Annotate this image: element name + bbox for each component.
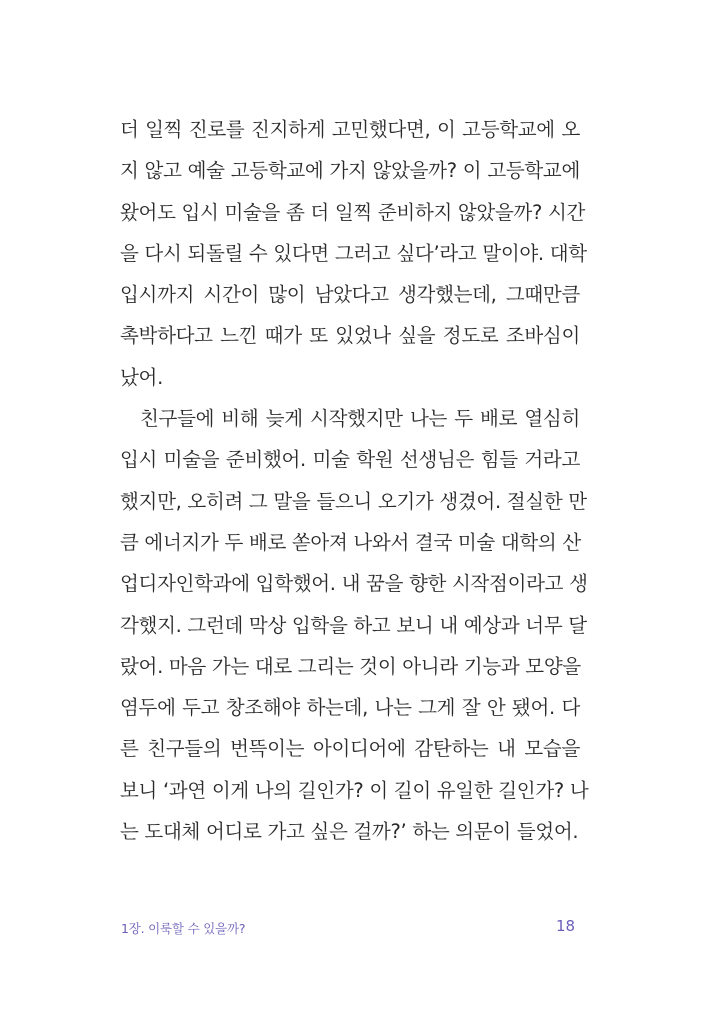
text-line: 더 일찍 진로를 진지하게 고민했다면, 이 고등학교에 오 [120, 118, 580, 141]
text-line: 는 도대체 어디로 가고 싶은 걸까?’ 하는 의문이 들었어. [120, 820, 579, 844]
text-line: 촉박하다고 느낀 때가 또 있었나 싶을 정도로 조바심이 [120, 324, 580, 348]
text-line: 른 친구들의 번뜩이는 아이디어에 감탄하는 내 모습을 [120, 737, 580, 761]
text-line: 을 다시 되돌릴 수 있다면 그러고 싶다’라고 말이야. 대학 [120, 241, 587, 265]
text-line: 왔어도 입시 미술을 좀 더 일찍 준비하지 않았을까? 시간 [120, 200, 586, 224]
text-line: 각했지. 그런데 막상 입학을 하고 보니 내 예상과 너무 달 [120, 613, 587, 637]
text-line-indented: 친구들에 비해 늦게 시작했지만 나는 두 배로 열심히 [140, 407, 580, 431]
page-number: 18 [556, 917, 576, 935]
text-line: 염두에 두고 창조해야 하는데, 나는 그게 잘 안 됐어. 다 [120, 696, 580, 720]
text-line: 했지만, 오히려 그 말을 들으니 오기가 생겼어. 절실한 만 [120, 489, 587, 513]
text-line: 업디자인학과에 입학했어. 내 꿈을 향한 시작점이라고 생 [120, 572, 588, 596]
text-line: 랐어. 마음 가는 대로 그리는 것이 아니라 기능과 모양을 [120, 654, 581, 678]
text-line: 입시 미술을 준비했어. 미술 학원 선생님은 힘들 거라고 [120, 448, 580, 472]
text-line: 지 않고 예술 고등학교에 가지 않았을까? 이 고등학교에 [120, 159, 580, 183]
text-line: 큼 에너지가 두 배로 쏟아져 나와서 결국 미술 대학의 산 [120, 530, 581, 554]
chapter-title-footer: 1장. 이룩할 수 있을까? [121, 921, 246, 936]
text-line: 났어. [120, 365, 163, 389]
text-line: 입시까지 시간이 많이 남았다고 생각했는데, 그때만큼 [120, 283, 580, 307]
body-text [120, 109, 589, 852]
text-line: 보니 ‘과연 이게 나의 길인가? 이 길이 유일한 길인가? 나 [120, 778, 589, 802]
